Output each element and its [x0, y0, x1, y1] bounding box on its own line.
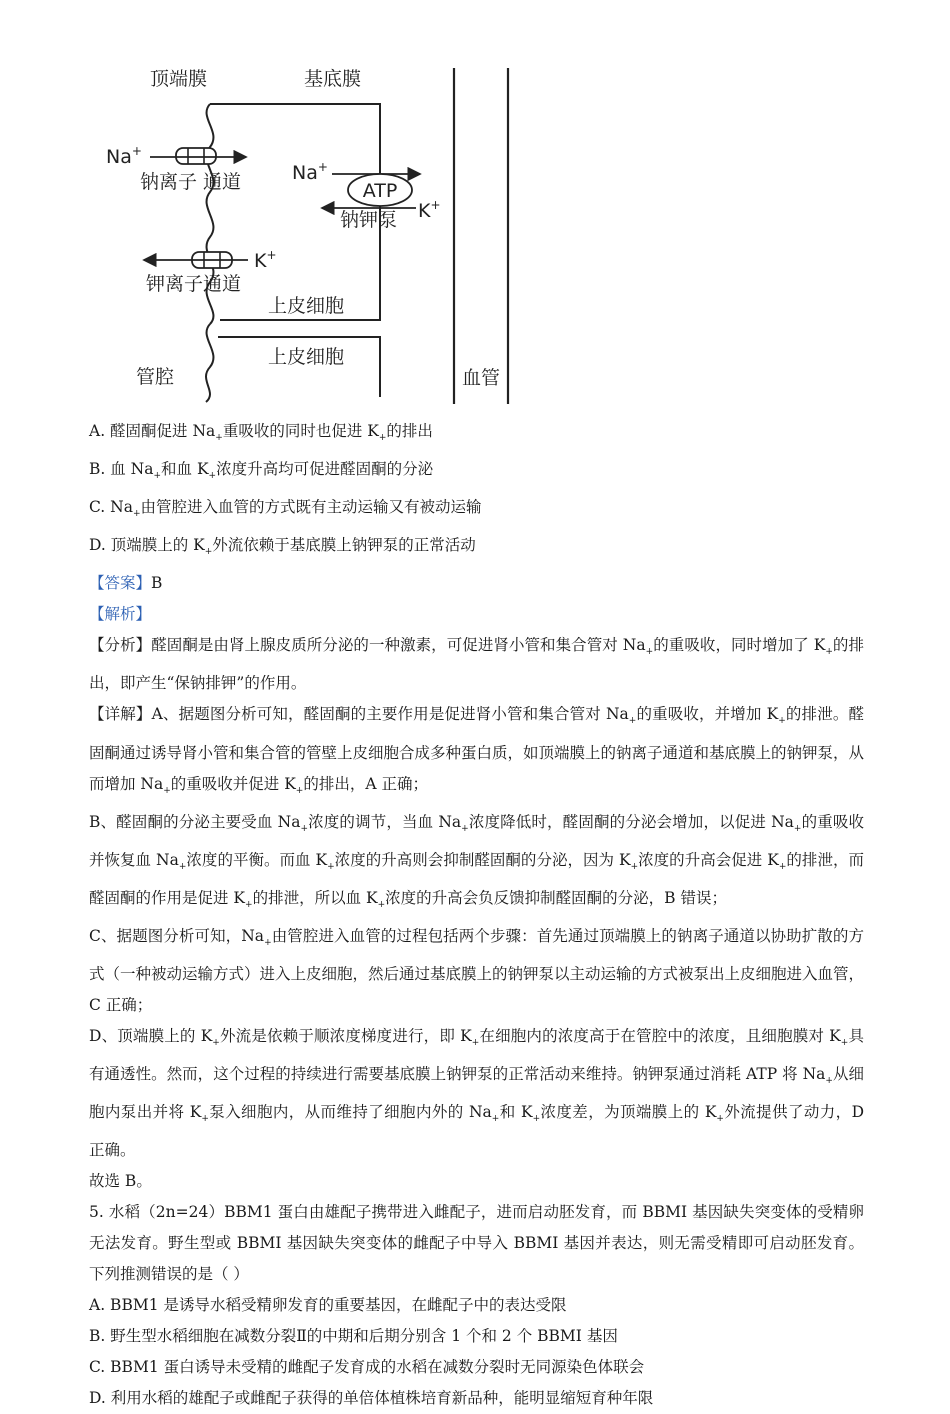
q4-option-b: B. 血 $Na_+$和血 $K_+$浓度升高均可促进醛固酮的分泌	[89, 460, 434, 482]
q4-option-a: A. 醛固酮促进 $Na_+$重吸收的同时也促进 $K_+$的排出	[89, 422, 433, 444]
q4-option-c: C. $Na_+$由管腔进入血管的方式既有主动运输又有被动运输	[89, 498, 482, 520]
analysis-conclusion: 故选 B。	[89, 1172, 152, 1191]
k-pump-label: K+	[418, 198, 441, 222]
k-top-label: K+	[254, 248, 277, 272]
basal-membrane-label: 基底膜	[304, 68, 362, 90]
analysis-tag: 【解析】	[89, 605, 152, 624]
q5-option-c: C. BBM1 蛋白诱导未受精的雌配子发育成的水稻在减数分裂时无同源染色体联会	[89, 1358, 645, 1377]
answer-tag: 【答案】	[89, 574, 152, 593]
na-left-label: Na+	[106, 144, 142, 168]
analysis-detail-c: C、据题图分析可知，$Na_+$由管腔进入血管的过程包括两个步骤：首先通过顶端膜上的钠离子通道以协助扩散的方式（一种被动运输方式）进入上皮细胞，然后通过基底膜上的钠钾泵以主动运输的方式被泵出上皮细胞进入血管，C 正确；	[89, 926, 865, 1015]
pump-label: 钠钾泵	[340, 209, 398, 231]
analysis-detail-a: 【详解】A、据题图分析可知，醛固酮的主要作用是促进肾小管和集合管对 $Na_+$的重吸收，并增加 $K_+$的排泄。醛固酮通过诱导肾小管和集合管的管壁上皮细胞合成多种蛋白质，如顶端膜上的钠离子通道和基底膜上的钠钾泵，从而增加 $Na_+$的重吸收并促进 $K_+$的排出，A 正确；	[89, 705, 865, 796]
q5-option-a: A. BBM1 是诱导水稻受精卵发育的重要基因，在雌配子中的表达受限	[89, 1296, 567, 1315]
lumen-label: 管腔	[136, 366, 175, 388]
sodium-channel-label: 钠离子 通道	[140, 171, 242, 193]
q5-option-b: B. 野生型水稻细胞在减数分裂Ⅱ的中期和后期分别含 1 个和 2 个 BBMI 基因	[89, 1327, 618, 1346]
blood-vessel-label: 血管	[462, 367, 501, 389]
q5-option-d: D. 利用水稻的雄配子或雌配子获得的单倍体植株培育新品种，能明显缩短育种年限	[89, 1389, 654, 1408]
potassium-channel-icon	[144, 252, 248, 268]
atp-label: ATP	[362, 180, 398, 202]
answer-value: B	[151, 574, 163, 593]
analysis-detail-d: D、顶端膜上的 $K_+$外流是依赖于顺浓度梯度进行，即 $K_+$在细胞内的浓度高于在管腔中的浓度，且细胞膜对 $K_+$具有通透性。然而，这个过程的持续进行需要基底膜上钠钾泵的正常活动来维持。钠钾泵通过消耗 ATP 将 $Na_+$从细胞内泵出并将 $K_+$泵入细胞内，从而维持了细胞内外的 $Na_+$和 $K_+$浓度差，为顶端膜上的 $K_+$外流提供了动力，D 正确。	[89, 1027, 864, 1160]
q5-stem: 5. 水稻（2n=24）BBM1 蛋白由雄配子携带进入雌配子，进而启动胚发育，而 BBMI 基因缺失突变体的受精卵无法发育。野生型或 BBMI 基因缺失突变体的雌配子中导入 BBMI 基因并表达，则无需受精即可启动胚发育。下列推测错误的是（ ）	[89, 1203, 864, 1284]
transport-diagram	[100, 62, 550, 407]
na-right-label: Na+	[292, 160, 328, 184]
potassium-channel-label: 钾离子通道	[146, 273, 242, 295]
epithelial-cell-2-label: 上皮细胞	[268, 346, 345, 368]
sodium-channel-icon	[150, 148, 246, 164]
lumen-membrane-line	[206, 324, 213, 402]
question-text	[89, 416, 864, 1414]
epithelial-cell-1-label: 上皮细胞	[268, 295, 345, 317]
analysis-fenxi: 【分析】醛固酮是由肾上腺皮质所分泌的一种激素，可促进肾小管和集合管对 $Na_+$的重吸收，同时增加了 $K_+$的排出，即产生“保钠排钾”的作用。	[89, 636, 864, 693]
answer-line	[89, 568, 864, 599]
q4-option-d: D. 顶端膜上的 $K_+$外流依赖于基底膜上钠钾泵的正常活动	[89, 536, 476, 558]
apical-membrane-label: 顶端膜	[150, 68, 208, 90]
analysis-detail-b: B、醛固酮的分泌主要受血 $Na_+$浓度的调节，当血 $Na_+$浓度降低时，醛固酮的分泌会增加，以促进 $Na_+$的重吸收并恢复血 $Na_+$浓度的平衡。而血 $K_+$浓度的升高则会抑制醛固酮的分泌，因为 $K_+$浓度的升高会促进 $K_+$的排泄，而醛固酮的作用是促进 $K_+$的排泄，所以血 $K_+$浓度的升高会负反馈抑制醛固酮的分泌，B 错误；	[89, 812, 864, 910]
